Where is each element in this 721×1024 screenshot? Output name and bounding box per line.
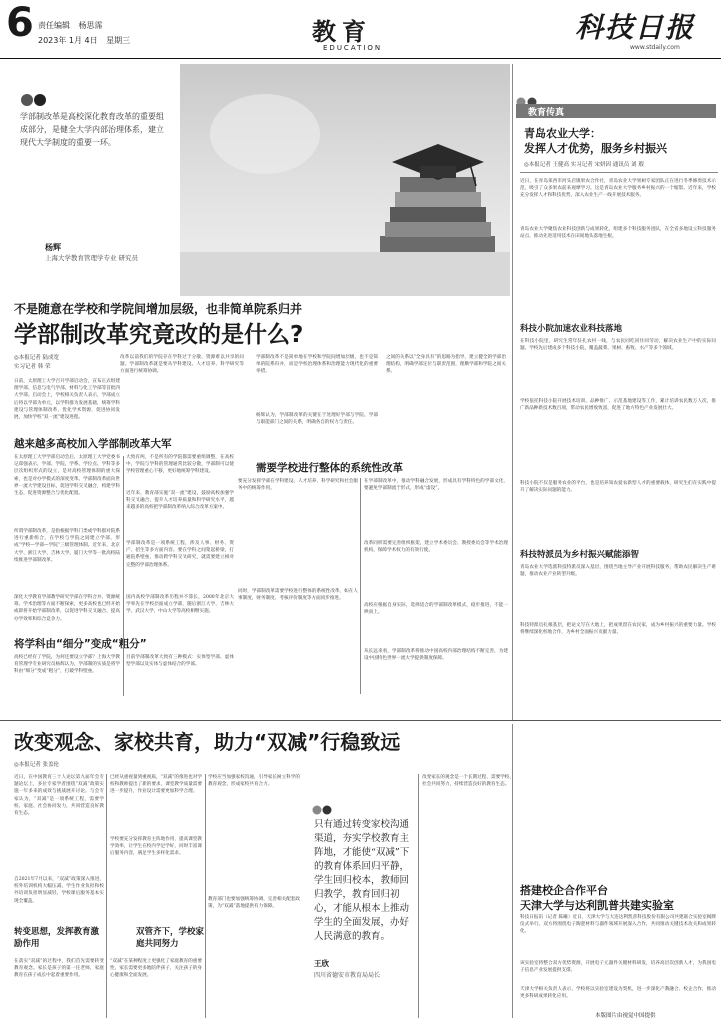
sidebar-subhead-2: 科技特派员为乡村振兴赋能添智 <box>520 550 640 560</box>
bottom-col2-p4: 已经从重视量到重视质，“双减”的推进也对学校和教师提出了新的要求，课堂教学质量需要进一步提升，作业设计需要更加科学合理。 <box>110 775 202 795</box>
editor-name: 杨思霈 <box>78 21 103 30</box>
editor-label: 责任编辑 <box>38 21 70 30</box>
bottom-sidebar-p1: 科技日报讯（记者 陈曦）近日，天津大学与大连达利凯普科技股份有限公司共建联合实验室揭牌仪式举行。双方将围绕电子陶瓷材料与器件领域开展深入合作，共同推动关键技术攻关和成果转化。 <box>520 915 716 935</box>
pull-quote-text: 学部制改革是高校深化教育改革的重要组成部分，是健全大学内部治理体系，建立现代大学制度的重要一环。 <box>20 112 164 147</box>
main-col3-p3: 杨辉认为，学部制改革的关键在于处理好学部与学院、学部与职能部门之间的关系，明确各自的权力与责任。 <box>256 413 378 426</box>
sidebar-p7: 科技特派员扎根基层，把论文写在大地上，把成果留在农民家，成为乡村振兴的重要力量。学校将继续深化校地合作，为乡村全面振兴贡献力量。 <box>520 623 716 636</box>
sidebar-headline-2: 发挥人才优势，服务乡村振兴 <box>524 142 667 155</box>
bottom-sidebar-p3: 天津大学相关负责人表示，学校将以实验室建设为契机，进一步深化产教融合、校企合作，推动更多科研成果转化应用。 <box>520 987 716 1000</box>
main-subhead-3: 需要学校进行整体的系统性改革 <box>256 462 403 474</box>
bottom-subhead-2: 双管齐下，学校家庭共同努力 <box>136 927 205 949</box>
sidebar-rule <box>520 172 718 173</box>
sidebar-p2: 青岛农业大学聚焦农业科技创新与成果转化，组建多个科技服务团队，在全省多地设立科技服务站点，推动先进适用技术在田间地头落地生根。 <box>520 227 716 240</box>
main-article-byline: ◎本报记者 陆成宽 实习记者 韩 荣 <box>14 355 60 370</box>
photo-credit: 本版图片由视觉中国提供 <box>595 1013 656 1019</box>
main-col4-p4: 高校应根据自身实际，选择适合的学部制改革模式，稳步推进，不能一哄而上。 <box>364 603 508 616</box>
main-col2-p3: 学部制改革是一项系统工程，涉及人事、财务、资产、招生等多方面内容。要在学科之间架起桥梁，打通院系壁垒，推动跨学科交叉研究，就需要建立相对完整的学部治理体系。 <box>126 541 234 568</box>
main-col2-p1: 大致有两，不是所有的学院都需要重组调整，在高校中，学院与学科的管理通常比较分散，学部制可以使学校管理重心下移，更好地统筹学科建设。 <box>126 455 234 475</box>
bottom-col2-p5: 学校要充分发挥教育主阵地作用，提高课堂教学效率，让学生在校内学足学好，同时丰富课后服务内容，满足学生多样化需求。 <box>110 837 202 857</box>
pull-quote-author-title: 上海大学教育管理学专业 研究员 <box>45 254 139 262</box>
sidebar-divider <box>512 64 513 720</box>
bottom-sidebar-p2: 该实验室将整合双方优势资源，开展电子元器件关键材料研发，培养高层次创新人才，为我国电子信息产业发展提供支撑。 <box>520 961 716 974</box>
section-separator <box>0 720 721 721</box>
bottom-col3-p8: 教育部门也要加强统筹协调，完善相关配套政策，为“双减”落地提供有力保障。 <box>208 897 300 910</box>
center-quote-author: 王欣 <box>314 959 329 968</box>
main-col2-p5: 目前学部制改革大致有三种模式：实体型学部、虚体型学部以及实体与虚体结合的学部。 <box>126 655 234 668</box>
main-col4-p1: 之间的关系以“全身具有”的思路为指导，建立健全的学部治理结构，明确学部定位与职责范围，理顺学部和学院之间关系。 <box>386 355 506 375</box>
bottom-subhead-1: 转变思想，发挥教育激励作用 <box>14 927 100 949</box>
sidebar-column-bar <box>516 104 716 118</box>
bottom-col3-p7: 学校应当加强家校沟通，引导家长树立科学的教育观念，形成家校共育合力。 <box>208 775 300 788</box>
page-number: 6 <box>6 0 34 46</box>
main-col4-p5: 从长远来看，学部制改革将推动中国高校内部治理结构不断完善，为建设中国特色世界一流大学提供制度保障。 <box>364 649 508 662</box>
main-col2-p2: 近年来，教育部实施“双一流”建设，鼓励高校加强学科交叉融合，提升人才培养质量和科学研究水平，越来越多的高校把学部制改革纳入综合改革方案中。 <box>126 491 234 511</box>
center-quote-author-title: 四川省德安市教育局局长 <box>314 972 381 979</box>
newspaper-logo: 科技日报 <box>575 11 696 44</box>
column-rule <box>205 774 206 1018</box>
main-col1-p4: 深化大学教育学部教学研究学部在学科合并、资源统筹、学术治理等方面不断探索，更多高校也已经开始或即将开始学部制改革，以促进学科交叉融合、提高办学效率和综合竞争力。 <box>14 595 120 622</box>
bottom-article-headline: 改变观念、家校共育，助力“双减”行稳致远 <box>14 730 401 754</box>
main-col1-p5: 高校已经有了学院，为何还要设立学部？上海大学教育管理学专业研究员杨辉认为，学部制的实质是将学科由“细分”变成“粗分”，打破学科壁垒。 <box>14 655 120 675</box>
editor-line <box>38 20 103 31</box>
sidebar-p1: 近日，在青岛莱西市河头店镇果农合作社，青岛农业大学果树专家团队正在进行冬季修剪技术示范，吸引了众多果农前来观摩学习。这是青岛农业大学服务乡村振兴的一个缩影。近年来，学校充分发挥人才和科技优势，深入农业生产一线开展技术服务。 <box>520 179 716 199</box>
sidebar-byline: ◎本报记者 王健高 实习记者 宋妍因 通讯员 刘 瑕 <box>524 162 644 168</box>
newspaper-url: www.stdaily.com <box>630 44 680 51</box>
sidebar-column-name: 教育传真 <box>528 108 565 118</box>
column-rule <box>106 774 107 1018</box>
main-col3-p5: 同时，学部制改革需要学校进行整体的系统性改革，如在人事制度、财务制度、考核评价制度等方面同步推进。 <box>238 589 358 602</box>
main-col3-p2: 学部制改革不是简单地在学校和学院间增加层级，也不是简单的院系归并，而是学校治理体系和治理能力现代化的重要举措。 <box>256 355 378 375</box>
bottom-col1-p1: 近日，在中国教育三十人论坛第九届年会专题论坛上，多位专家学者围绕“双减”政策实施一年多来的成效与挑战展开讨论。与会专家认为，“双减”是一项系统工程，需要学校、家庭、社会协同发力，共同营造良好教育生态。 <box>14 775 104 817</box>
center-quote-text: 只有通过转变家校沟通渠道，夯实学校教育主阵地，才能使“双减”下的教育体系回归平静，学生回归校本，教师回归教学，教育回归初心，才能从根本上推动学生的全面发展，办好人民满意的教育。 <box>314 819 410 942</box>
main-article-image <box>180 64 510 296</box>
pull-quote-author: 杨辉 <box>45 243 61 252</box>
main-col4-p2: 在学部制改革中，推动学科融合发展，形成具有学科特色的学部文化，要避免学部制流于形式，形成“虚设”。 <box>364 479 508 492</box>
main-col3-p4: 要充分发挥学部在学科建设、人才培养、科学研究和社会服务中的统筹作用。 <box>238 479 358 492</box>
section-title: 教育 <box>312 18 372 46</box>
sidebar-p5: 科技小院不仅是服务农业的平台，也是培养知农爱农新型人才的重要载体，研究生们在实践中提升了解决实际问题的能力。 <box>520 481 716 494</box>
main-article-kicker: 不是随意在学校和学院间增加层级，也非简单院系归并 <box>14 302 303 316</box>
main-col2-p4: 国内高校学部制改革历程并不算长，2000年北京大学率先在学校层面成立学部，随后浙江大学、吉林大学、武汉大学、中山大学等高校相继实施。 <box>126 595 234 615</box>
issue-date: 2023年 1月 4日 <box>38 36 98 45</box>
bottom-col2-p6: “双减”在某种程度上更强化了家庭教育的重要性，家长需要更多地陪伴孩子，关注孩子的身心健康和全面发展。 <box>110 959 202 979</box>
main-col1-p1: 日前，太原理工大学召开学部启动会，宣布正式组建理学部、信息与电气学部、材料与化工学部等首批四大学部。启动会上，学校相关负责人表示，学部成立后将以学部为单元，以学科群为发展基础，统筹学科建设与管理体制改革，优化学术资源，促进协同发展，加快学校“双一流”建设进程。 <box>14 379 120 421</box>
sidebar-headline-1: 青岛农业大学： <box>524 127 601 140</box>
quote-marks-icon <box>20 92 50 106</box>
main-subhead-1: 越来越多高校加入学部制改革大军 <box>14 438 172 450</box>
main-article-headline: 学部制改革究竟改的是什么? <box>14 322 304 348</box>
section-title-en: EDUCATION <box>323 44 383 52</box>
bottom-sidebar-headline-2: 天津大学与达利凯普共建实验室 <box>520 899 674 912</box>
issue-weekday: 星期三 <box>106 36 131 45</box>
column-rule <box>360 478 361 694</box>
header-rule <box>0 58 721 59</box>
books-graduation-cap-illustration <box>180 64 510 296</box>
quote-marks-icon <box>312 800 334 810</box>
main-col1-p3: 所谓学部制改革，是指根据学科门类或学科群对院系进行重新组合，在学校与学院之间建立学部，形成“学校—学部—学院”三级管理体制。近年来，北京大学、浙江大学、吉林大学、厦门大学等一批高校陆续推进学部制改革。 <box>14 529 120 563</box>
bottom-col1-p2: 自2021年7月以来，“双减”政策深入推进，校外培训机构大幅压减，学生作业负担和校外培训负担明显减轻，学校课后服务基本实现全覆盖。 <box>14 877 104 904</box>
sidebar-p4: 学校依托科技小院开展技术培训、品种推广、示范基地建设等工作，累计培训农民数万人次，推广新品种新技术数百项，带动农民增收致富，促进了地方特色产业发展壮大。 <box>520 399 716 412</box>
sidebar-subhead-1: 科技小院加速农业科技落地 <box>520 324 623 334</box>
sidebar-divider <box>512 724 513 1018</box>
sidebar-p6: 青岛农业大学选派科技特派员深入基层，围绕当地主导产业开展科技服务，帮助农民解决生产难题，推动农业产业转型升级。 <box>520 565 716 578</box>
bottom-col1-p3: 在落实“双减”的过程中，我们首先需要转变教育观念。家长是孩子的第一任老师，家庭教育在孩子成长中起着重要作用。 <box>14 959 104 979</box>
quote-marks-icon <box>516 92 540 102</box>
date-line <box>38 35 130 46</box>
main-col4-p3: 改革同样需要完善组织框架，建立学术委员会、教授委员会等学术治理机构，保障学术权力的有效行使。 <box>364 541 508 554</box>
main-col2-lead: 改革以前我们的学院存在学科过于分散、资源难以共享的问题。学部制改革就是要从学科建设、人才培养、科学研究等方面进行统筹协调。 <box>120 355 244 375</box>
sidebar-p3: 在科技小院里，研究生常年驻扎农村一线，与农民同吃同住同劳动，解决农业生产中的实际问题。学校先后建成多个科技小院，覆盖蔬菜、果树、畜牧、水产等多个领域。 <box>520 339 716 352</box>
bottom-col4-p9: 改变家长的观念是一个长期过程，需要学校、社会共同努力，持续营造良好的教育生态。 <box>422 775 514 788</box>
bottom-sidebar-headline-1: 搭建校企合作平台 <box>520 884 608 897</box>
column-rule <box>418 774 419 1018</box>
main-col1-p2: 在太原理工大学学部启动会后，太原理工大学党委书记郑强表示，学部、学院、学系、学位点、学科等多层次组织形式的设立，是对高校管理体制的重大探索，也是对办学模式的深度变革。学部制改革面向世界一流大学建设目标，促进学科交叉融合，构建学科生态，促进资源整合与优化配置。 <box>14 455 120 497</box>
column-rule <box>123 456 124 696</box>
main-subhead-2: 将学科由“细分”变成“粗分” <box>14 638 147 650</box>
bottom-article-byline: ◎本报记者 张盖伦 <box>14 762 60 768</box>
